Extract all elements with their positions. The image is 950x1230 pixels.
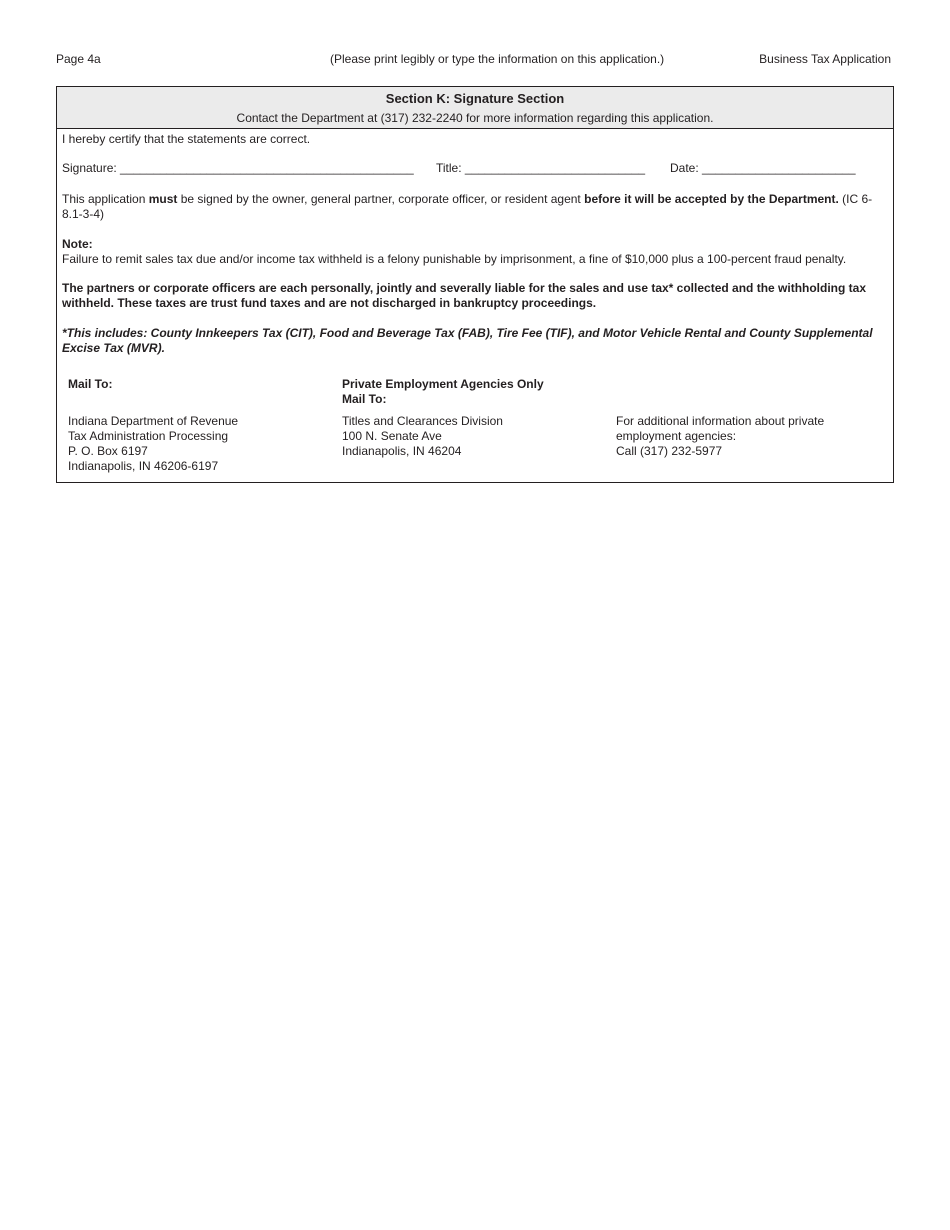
section-title: Section K: Signature Section [385, 91, 565, 106]
address-line: P. O. Box 6197 [68, 444, 148, 458]
note-block [62, 237, 888, 267]
mail-to-general [68, 377, 308, 474]
note-text: Failure to remit sales tax due and/or income tax withheld is a felony punishable by imprisonment, a fine of $10,000 plus a 100-percent fraud penalty. [62, 252, 847, 266]
signature-requirement [62, 192, 888, 222]
address-line: Titles and Clearances Division [342, 414, 503, 428]
agency-info [616, 414, 856, 459]
form-name: Business Tax Application [759, 52, 891, 66]
signature-field[interactable]: Signature: ____________________________________________ [62, 161, 414, 175]
requirement-emphasis-must: must [148, 192, 178, 206]
date-field[interactable]: Date: _______________________ [670, 161, 856, 175]
liability-statement: The partners or corporate officers are each personally, jointly and severally liable for the sales and use tax* collected and the withholding tax withheld. These taxes are trust fund taxes and are not discharged in bankruptcy proceedings. [62, 281, 867, 310]
requirement-text-2: be signed by the owner, general partner, corporate officer, or resident agent [177, 192, 585, 206]
section-header [57, 87, 893, 129]
print-instruction: (Please print legibly or type the information on this application.) [330, 52, 665, 66]
address-line: Indianapolis, IN 46204 [342, 444, 462, 458]
info-line: For additional information about private [616, 414, 825, 428]
requirement-citation: (IC 6-8.1-3-4) [62, 192, 873, 221]
mail-to-heading: Mail To: [68, 377, 113, 391]
title-field[interactable]: Title: ___________________________ [436, 161, 646, 175]
signature-section-box [56, 86, 894, 483]
certify-statement: I hereby certify that the statements are correct. [62, 132, 311, 146]
section-contact: Contact the Department at (317) 232-2240 for more information regarding this application. [236, 111, 714, 125]
includes-statement: *This includes: County Innkeepers Tax (CIT), Food and Beverage Tax (FAB), Tire Fee (TIF), and Motor Vehicle Rental and County Supplemental Excise Tax (MVR). [62, 326, 873, 355]
agency-heading: Private Employment Agencies Only [342, 377, 544, 391]
mail-to-agencies [342, 377, 582, 459]
info-line: employment agencies: [616, 429, 737, 443]
address-line: Tax Administration Processing [68, 429, 229, 443]
address-line: 100 N. Senate Ave [342, 429, 442, 443]
address-line: Indianapolis, IN 46206-6197 [68, 459, 219, 473]
address-line: Indiana Department of Revenue [68, 414, 239, 428]
signature-row [62, 161, 888, 177]
note-heading: Note: [62, 237, 93, 251]
requirement-text-1: This application [62, 192, 149, 206]
requirement-emphasis-accepted: before it will be accepted by the Department. [584, 192, 839, 206]
agency-mail-to-heading: Mail To: [342, 392, 387, 406]
page-number: Page 4a [56, 52, 101, 66]
info-phone: Call (317) 232-5977 [616, 444, 723, 458]
